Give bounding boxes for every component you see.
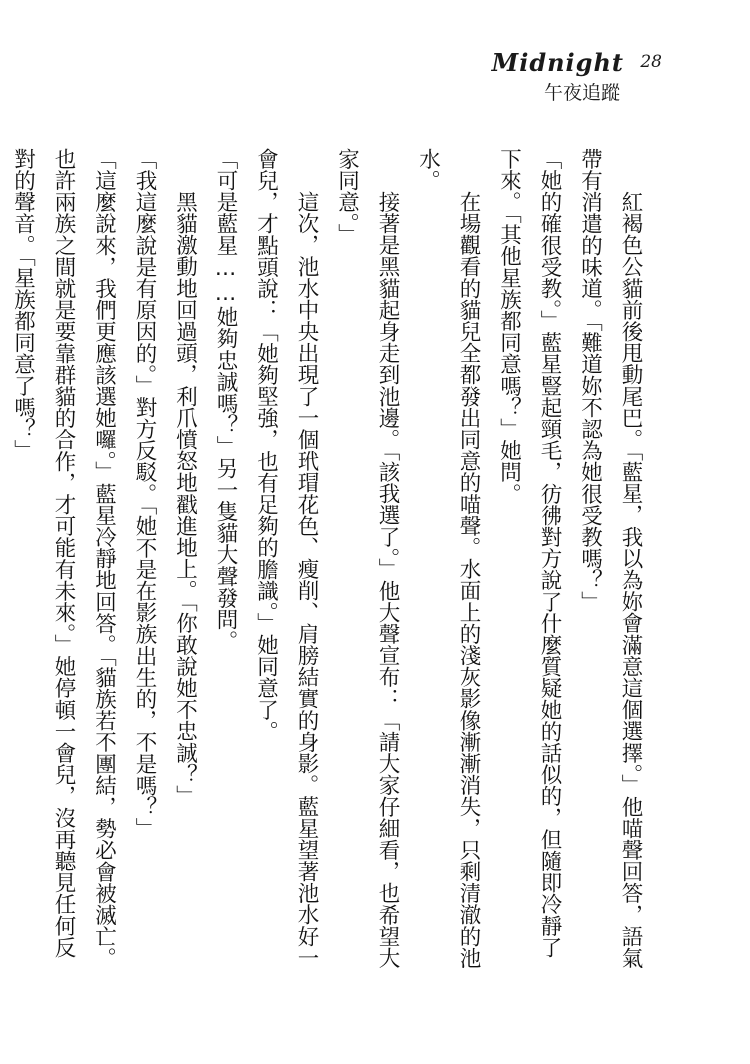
- series-title: Midnight: [491, 48, 624, 77]
- paragraph: 這次，池水中央出現了一個玳瑁花色、瘦削、肩膀結實的身影。藍星望著池水好一會兒，才點頭說：「她夠堅強，也有足夠的膽識。」她同意了。: [253, 148, 319, 969]
- paragraph: 在場觀看的貓兒全都發出同意的喵聲。水面上的淺灰影像漸漸消失，只剩清澈的池水。: [415, 148, 481, 969]
- body-text: [10, 148, 650, 978]
- book-subtitle: 午夜追蹤: [543, 82, 620, 104]
- page-header: [491, 48, 662, 108]
- paragraph: 「我這麼說是有原因的。」對方反駁。「她不是在影族出生的，不是嗎？」: [132, 148, 157, 840]
- paragraph: 「這麼說來，我們更應該選她囉。」藍星冷靜地回答。「貓族若不團結，勢必會被滅亡。也許兩族之間就是要靠群貓的合作，才可能有未來。」她停頓一會兒，沒再聽見任何反對的聲音。「星族都同意了嗎？」: [10, 148, 117, 969]
- paragraph: 「她的確很受教。」藍星豎起頸毛，彷彿對方說了什麼質疑她的話似的，但隨即冷靜了下來。「其他星族都同意嗎？」她問。: [496, 148, 562, 959]
- paragraph: 紅褐色公貓前後甩動尾巴。「藍星，我以為妳會滿意這個選擇。」他喵聲回答，語氣帶有消遣的味道。「難道妳不認為她很受教嗎？」: [577, 148, 643, 969]
- page-number: 28: [640, 52, 662, 72]
- paragraph: 「可是藍星……她夠忠誠嗎？」另一隻貓大聲發問。: [213, 148, 238, 652]
- paragraph: 黑貓激動地回過頭，利爪憤怒地戳進地上。「你敢說她不忠誠？」: [172, 191, 198, 807]
- paragraph: 接著是黑貓起身走到池邊。「該我選了。」他大聲宣布：「請大家仔細看，也希望大家同意。」: [334, 148, 400, 969]
- paragraph: [0, 148, 2, 978]
